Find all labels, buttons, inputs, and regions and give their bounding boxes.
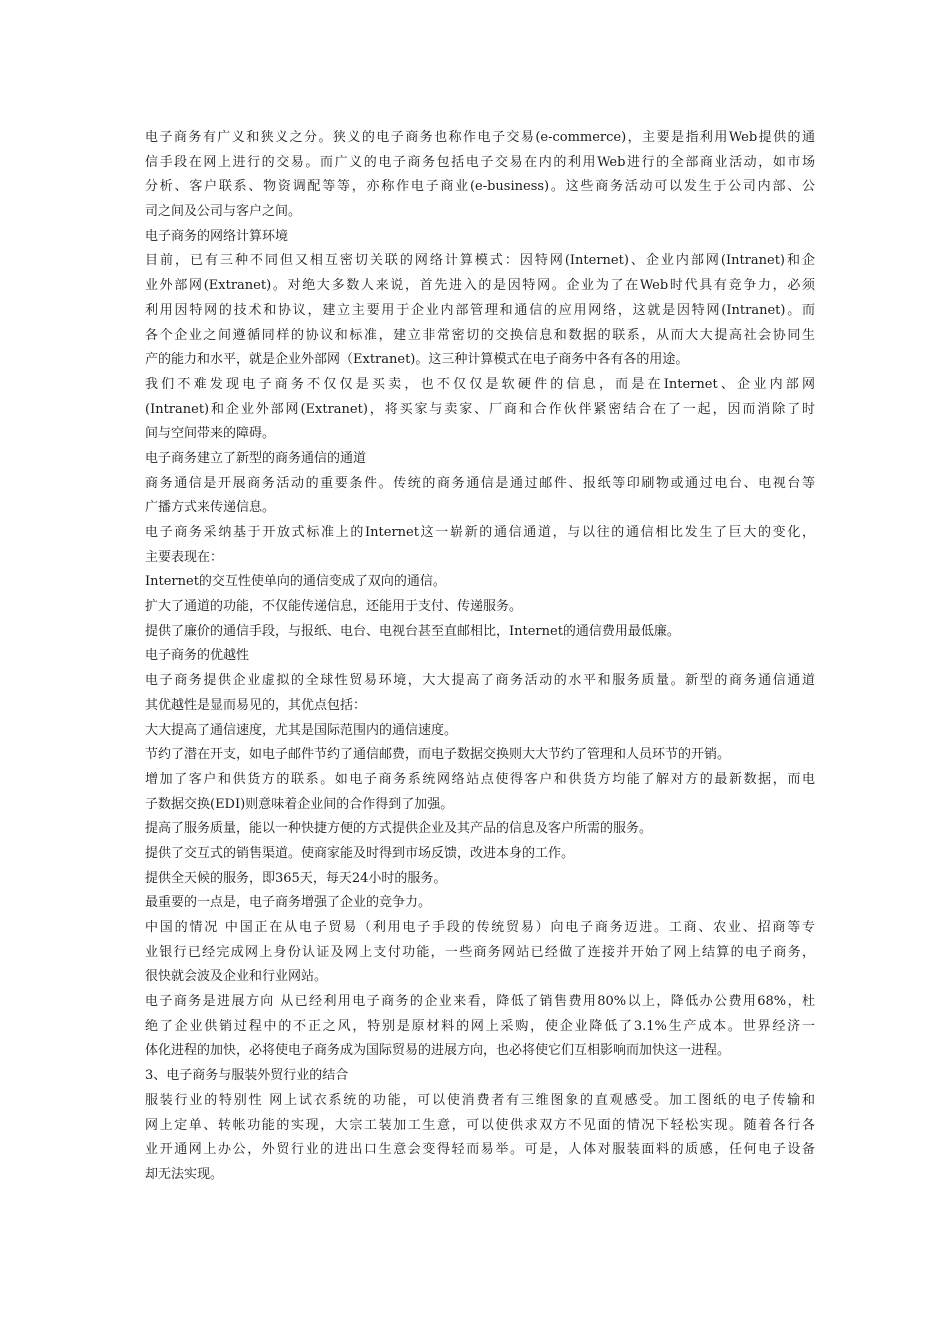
paragraph <box>145 620 815 645</box>
paragraph <box>145 521 815 570</box>
text-line: 各个企业之间遵循同样的协议和标准，建立非常密切的交换信息和数据的联系，从而大大提高社会协同生 <box>145 327 815 343</box>
text-line: 体化进程的加快，必将使电子商务成为国际贸易的进展方向，也必将使它们互相影响而加快这一进程。 <box>145 1043 731 1059</box>
paragraph <box>145 842 815 867</box>
text-line: 扩大了通道的功能，不仅能传递信息，还能用于支付、传递服务。 <box>145 599 523 615</box>
text-line: 主要表现在： <box>145 549 224 565</box>
text-line: 信手段在网上进行的交易。而广义的电子商务包括电子交易在内的利用Web进行的全部商业活动，如市场 <box>145 154 815 170</box>
text-line: 节约了潜在开支，如电子邮件节约了通信邮费，而电子数据交换则大大节约了管理和人员环节的开销。 <box>145 747 731 763</box>
paragraph <box>145 126 815 225</box>
text-line: 提供了交互式的销售渠道。使商家能及时得到市场反馈，改进本身的工作。 <box>145 845 575 861</box>
paragraph <box>145 916 815 990</box>
text-line: 电子商务是进展方向 从已经利用电子商务的企业来看，降低了销售费用80%以上，降低办公费用68%，杜 <box>145 994 815 1010</box>
paragraph <box>145 990 815 1064</box>
text-line: 很快就会波及企业和行业网站。 <box>145 969 328 985</box>
paragraph <box>145 595 815 620</box>
paragraph <box>145 768 815 817</box>
text-line: 提供了廉价的通信手段，与报纸、电台、电视台甚至直邮相比，Internet的通信费用最低廉。 <box>145 623 680 639</box>
text-line: 我们不难发现电子商务不仅仅是买卖，也不仅仅是软硬件的信息，而是在Internet、企业内部网 <box>145 376 815 392</box>
text-line: 3、电子商务与服装外贸行业的结合 <box>145 1068 349 1084</box>
paragraph <box>145 817 815 842</box>
text-line: 司之间及公司与客户之间。 <box>145 204 302 220</box>
text-line: (Intranet)和企业外部网(Extranet)，将买家与卖家、厂商和合作伙伴紧密结合在了一起，因而消除了时 <box>145 401 815 417</box>
text-line: 最重要的一点是，电子商务增强了企业的竞争力。 <box>145 895 432 911</box>
text-line: 却无法实现。 <box>145 1166 224 1182</box>
paragraph <box>145 225 815 250</box>
paragraph <box>145 891 815 916</box>
text-line: 服装行业的特别性 网上试衣系统的功能，可以使消费者有三维图象的直观感受。加工图纸的电子传输和 <box>145 1092 815 1108</box>
text-line: 其优越性是显而易见的，其优点包括： <box>145 697 367 713</box>
text-line: 提高了服务质量，能以一种快捷方便的方式提供企业及其产品的信息及客户所需的服务。 <box>145 821 653 837</box>
paragraph <box>145 644 815 669</box>
text-line: 商务通信是开展商务活动的重要条件。传统的商务通信是通过邮件、报纸等印刷物或通过电台、电视台等 <box>145 475 815 491</box>
document-body <box>145 126 815 1188</box>
text-line: 电子商务采纳基于开放式标准上的Internet这一崭新的通信通道，与以往的通信相比发生了巨大的变化， <box>145 525 815 540</box>
paragraph <box>145 373 815 447</box>
paragraph <box>145 570 815 595</box>
text-line: 大大提高了通信速度，尤其是国际范围内的通信速度。 <box>145 722 458 738</box>
text-line: 提供全天候的服务，即365天，每天24小时的服务。 <box>145 870 447 886</box>
text-line: 业开通网上办公，外贸行业的进出口生意会变得轻而易举。可是，人体对服装面料的质感，任何电子设备 <box>145 1142 815 1158</box>
text-line: 中国的情况 中国正在从电子贸易（利用电子手段的传统贸易）向电子商务迈进。工商、农业、招商等专 <box>145 920 815 935</box>
text-line: 电子商务的优越性 <box>145 648 250 664</box>
paragraph <box>145 867 815 892</box>
text-line: 绝了企业供销过程中的不正之风，特别是原材料的网上采购，使企业降低了3.1%生产成本。世界经济一 <box>145 1018 815 1034</box>
paragraph <box>145 1064 815 1089</box>
text-line: 广播方式来传递信息。 <box>145 500 276 516</box>
text-line: 业银行已经完成网上身份认证及网上支付功能，一些商务网站已经做了连接并开始了网上结算的电子商务， <box>145 944 815 960</box>
text-line: 网上定单、转帐功能的实现，大宗工装加工生意，可以使供求双方不见面的情况下轻松实现。随着各行各 <box>145 1117 815 1133</box>
paragraph <box>145 719 815 744</box>
paragraph <box>145 669 815 718</box>
paragraph <box>145 447 815 472</box>
text-line: 间与空间带来的障碍。 <box>145 426 276 442</box>
paragraph <box>145 1089 815 1188</box>
text-line: 增加了客户和供货方的联系。如电子商务系统网络站点使得客户和供货方均能了解对方的最新数据，而电 <box>145 771 815 787</box>
text-line: 分析、客户联系、物资调配等等，亦称作电子商业(e-business)。这些商务活动可以发生于公司内部、公 <box>145 179 815 195</box>
text-line: 电子商务提供企业虚拟的全球性贸易环境，大大提高了商务活动的水平和服务质量。新型的商务通信通道 <box>145 673 815 689</box>
text-line: 电子商务有广义和狭义之分。狭义的电子商务也称作电子交易(e-commerce)，主要是指利用Web提供的通 <box>145 130 815 145</box>
paragraph <box>145 249 815 372</box>
text-line: 电子商务建立了新型的商务通信的通道 <box>145 450 367 466</box>
text-line: 子数据交换(EDI)则意味着企业间的合作得到了加强。 <box>145 796 454 812</box>
text-line: Internet的交互性使单向的通信变成了双向的通信。 <box>145 574 446 590</box>
paragraph <box>145 472 815 521</box>
text-line: 业外部网(Extranet)。对绝大多数人来说，首先进入的是因特网。企业为了在Web时代具有竞争力，必须 <box>145 278 815 294</box>
text-line: 产的能力和水平，就是企业外部网（Extranet)。这三种计算模式在电子商务中各有各的用途。 <box>145 352 689 368</box>
text-line: 目前，已有三种不同但又相互密切关联的网络计算模式：因特网(Internet)、企业内部网(Intranet)和企 <box>145 253 815 269</box>
text-line: 利用因特网的技术和协议，建立主要用于企业内部管理和通信的应用网络，这就是因特网(Intranet)。而 <box>145 302 815 318</box>
paragraph <box>145 743 815 768</box>
text-line: 电子商务的网络计算环境 <box>145 228 289 244</box>
